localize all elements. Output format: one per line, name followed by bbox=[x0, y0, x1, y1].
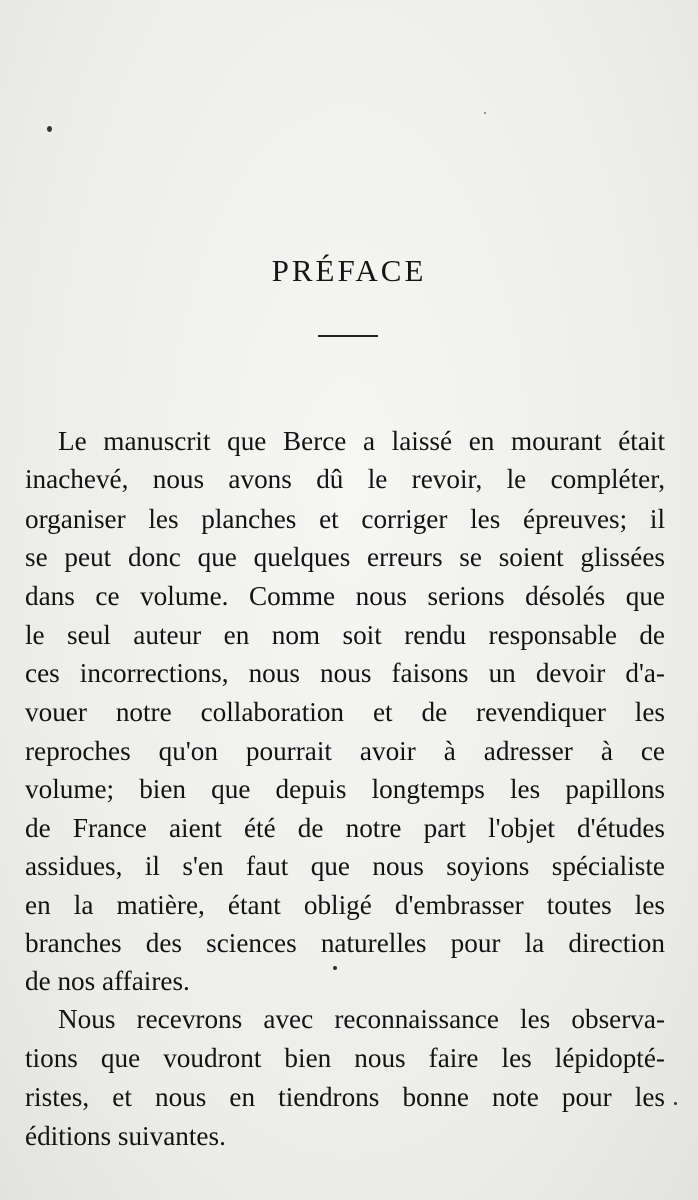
title-rule bbox=[318, 335, 378, 337]
text-line: ces incorrections, nous nous faisons un devoir d'a- bbox=[25, 658, 665, 688]
text-line: vouer notre collaboration et de revendiquer les bbox=[25, 697, 665, 727]
text-line: tions que voudront bien nous faire les lépidopté- bbox=[25, 1043, 665, 1073]
text-line: Le manuscrit que Berce a laissé en mourant était bbox=[58, 426, 665, 456]
text-line: dans ce volume. Comme nous serions désolés que bbox=[25, 581, 665, 611]
text-line: le seul auteur en nom soit rendu responsable de bbox=[25, 620, 665, 650]
print-speck bbox=[333, 966, 337, 970]
text-line: de France aient été de notre part l'objet d'études bbox=[25, 813, 665, 843]
text-line: éditions suivantes. bbox=[25, 1121, 226, 1151]
text-line: ristes, et nous en tiendrons bonne note pour les bbox=[25, 1082, 665, 1112]
text-line: assidues, il s'en faut que nous soyions spécialiste bbox=[25, 851, 665, 881]
print-speck bbox=[47, 126, 52, 132]
text-line: Nous recevrons avec reconnaissance les observa- bbox=[58, 1004, 665, 1034]
text-line: de nos affaires. bbox=[25, 966, 190, 996]
text-line: branches des sciences naturelles pour la direction bbox=[25, 928, 665, 958]
page-title: PRÉFACE bbox=[271, 253, 427, 288]
print-speck bbox=[674, 1102, 677, 1105]
print-speck bbox=[484, 112, 486, 114]
text-line: en la matière, étant obligé d'embrasser toutes les bbox=[25, 890, 665, 920]
text-line: reproches qu'on pourrait avoir à adresser à ce bbox=[25, 736, 665, 766]
text-line: organiser les planches et corriger les épreuves; il bbox=[25, 504, 665, 534]
text-line: volume; bien que depuis longtemps les papillons bbox=[25, 774, 665, 804]
text-line: se peut donc que quelques erreurs se soient glissées bbox=[25, 542, 665, 572]
text-line: inachevé, nous avons dû le revoir, le compléter, bbox=[25, 464, 665, 494]
